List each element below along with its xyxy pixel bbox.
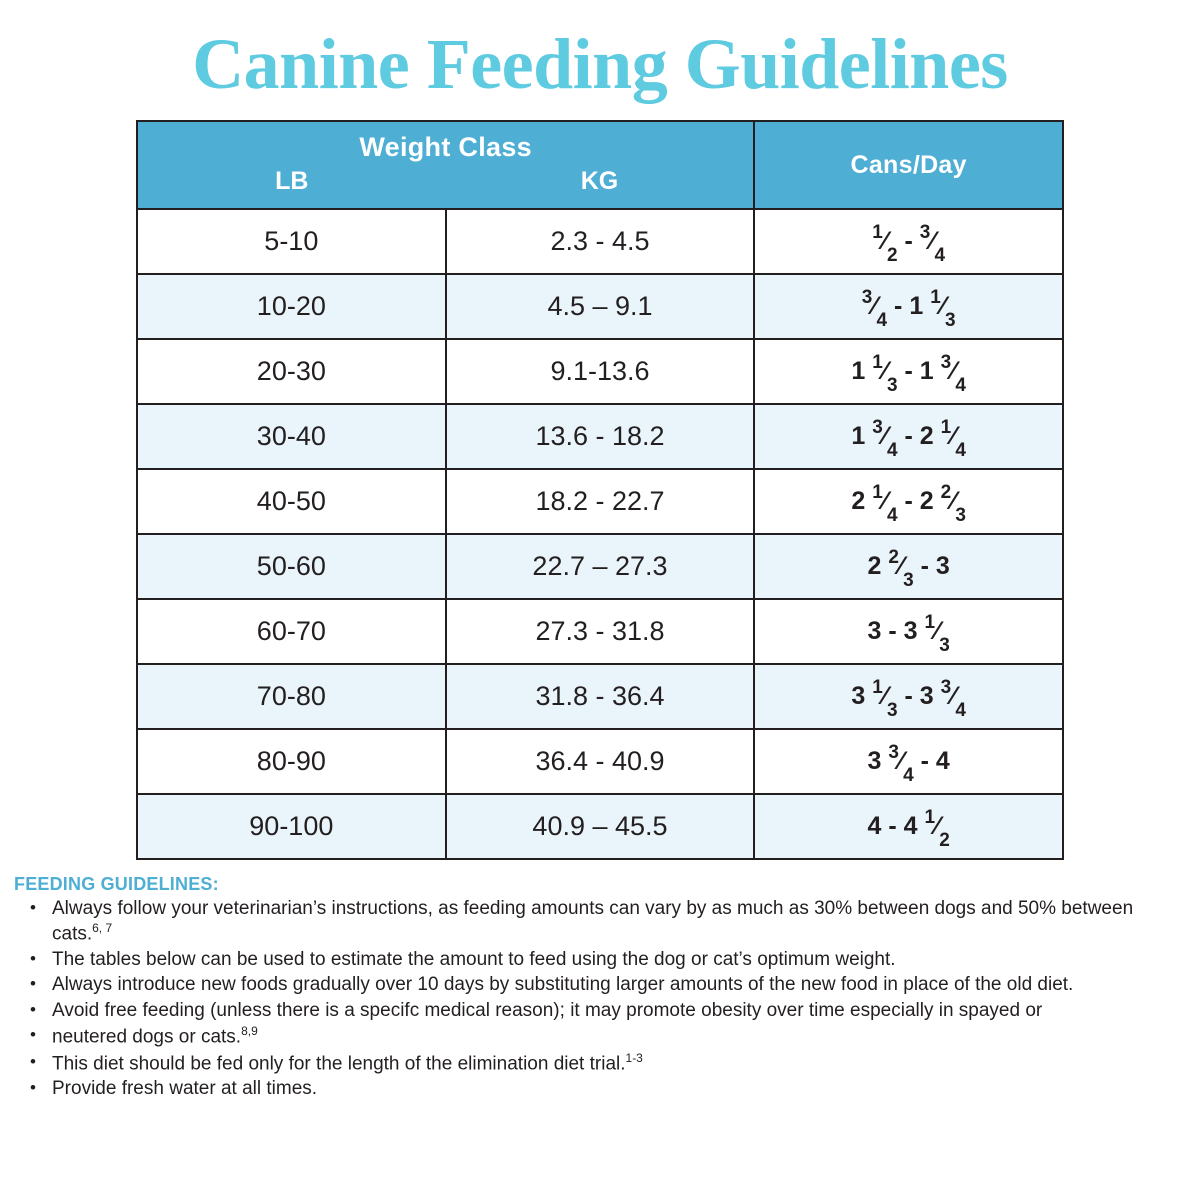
number-text: 2 [919,422,941,450]
feeding-table-container [136,120,1064,860]
note-item [14,999,1178,1023]
cell-weight-kg: 13.6 - 18.2 [446,404,755,469]
feeding-notes [0,874,1200,1101]
cell-weight-kg: 31.8 - 36.4 [446,664,755,729]
table-row [137,469,1063,534]
number-text: 1 [909,292,931,320]
cell-cans-per-day [754,209,1063,274]
fraction: $^1⁄_4$ [872,481,898,526]
table-row [137,534,1063,599]
cell-cans-per-day [754,469,1063,534]
fraction: $^1⁄_2$ [872,221,898,266]
cell-weight-lb: 10-20 [137,274,446,339]
cell-weight-kg: 2.3 - 4.5 [446,209,755,274]
fraction: $^3⁄_4$ [861,286,888,331]
fraction: $^1⁄_2$ [924,806,950,851]
cell-weight-kg: 22.7 – 27.3 [446,534,755,599]
fraction: $^3⁄_4$ [940,351,966,396]
fraction: $^3⁄_4$ [919,221,946,266]
note-text: Always introduce new foods gradually over 10 days by substituting larger amounts of the new food in place of the old diet. [52,974,1074,996]
note-reference: 8,9 [241,1023,258,1038]
cell-weight-lb: 60-70 [137,599,446,664]
cell-weight-kg: 18.2 - 22.7 [446,469,755,534]
note-item [14,897,1178,947]
cell-cans-per-day [754,404,1063,469]
cell-weight-kg: 4.5 – 9.1 [446,274,755,339]
cell-weight-kg: 27.3 - 31.8 [446,599,755,664]
note-item [14,1024,1178,1050]
cell-cans-per-day [754,339,1063,404]
number-text: 1 [851,422,873,450]
cell-cans-per-day [754,599,1063,664]
number-text: - [897,682,920,710]
fraction: $^1⁄_3$ [930,286,956,331]
number-text: 2 [919,487,941,515]
cell-weight-lb: 5-10 [137,209,446,274]
table-row [137,404,1063,469]
page-title: Canine Feeding Guidelines [192,24,1008,104]
note-item [14,948,1178,972]
feeding-table [136,120,1064,860]
cell-weight-lb: 50-60 [137,534,446,599]
kg-label: KG [580,167,619,195]
fraction: $^3⁄_4$ [888,741,914,786]
fraction: $^1⁄_4$ [940,416,966,461]
note-reference: 6, 7 [92,921,113,936]
cell-weight-lb: 20-30 [137,339,446,404]
number-text: 3 [919,682,941,710]
cell-weight-lb: 40-50 [137,469,446,534]
table-body [137,209,1063,859]
weight-class-header [137,121,754,209]
weight-class-label: Weight Class [359,132,532,162]
fraction: $^1⁄_3$ [872,676,898,721]
cell-weight-lb: 70-80 [137,664,446,729]
table-header-row [137,121,1063,209]
cell-cans-per-day [754,534,1063,599]
cell-weight-lb: 30-40 [137,404,446,469]
lb-label: LB [275,167,309,195]
cell-weight-lb: 90-100 [137,794,446,859]
note-reference: 1-3 [625,1050,643,1065]
note-text: This diet should be fed only for the length of the elimination diet trial. [52,1052,626,1074]
table-row [137,664,1063,729]
table-row [137,274,1063,339]
number-text: 2 [867,552,889,580]
number-text: 4 - 4 [867,812,925,840]
note-item [14,1077,1178,1101]
fraction: $^1⁄_3$ [924,611,950,656]
cell-weight-kg: 40.9 – 45.5 [446,794,755,859]
cell-cans-per-day [754,729,1063,794]
number-text: - [887,292,910,320]
table-head [137,121,1063,209]
notes-heading: FEEDING GUIDELINES: [14,874,219,894]
number-text: 1 [851,357,873,385]
note-item [14,1051,1178,1077]
table-row [137,599,1063,664]
cell-cans-per-day [754,274,1063,339]
note-text: neutered dogs or cats. [52,1026,242,1048]
table-row [137,339,1063,404]
notes-list [14,897,1178,1101]
note-text: Always follow your veterinarian’s instructions, as feeding amounts can vary by as much as 30% between dogs and 50% between cats. [52,898,1134,945]
number-text: 3 [851,682,873,710]
number-text: 3 [867,747,889,775]
note-text: The tables below can be used to estimate the amount to feed using the dog or cat’s optimum weight. [52,948,896,970]
number-text: - 3 [913,552,950,580]
cans-per-day-header: Cans/Day [754,121,1063,209]
number-text: - 4 [913,747,950,775]
weight-class-units [138,167,753,208]
fraction: $^2⁄_3$ [940,481,966,526]
number-text: - [897,487,920,515]
number-text: - [897,357,920,385]
cell-cans-per-day [754,664,1063,729]
table-row [137,209,1063,274]
note-item [14,973,1178,997]
table-row [137,729,1063,794]
number-text: 2 [851,487,873,515]
fraction: $^2⁄_3$ [888,546,914,591]
cell-weight-kg: 9.1-13.6 [446,339,755,404]
note-text: Provide fresh water at all times. [52,1078,318,1100]
fraction: $^3⁄_4$ [940,676,966,721]
note-text: Avoid free feeding (unless there is a specifc medical reason); it may promote obesity over time especially in spayed or [52,999,1043,1021]
cell-weight-lb: 80-90 [137,729,446,794]
number-text: - [897,227,920,255]
number-text: - [897,422,920,450]
cell-weight-kg: 36.4 - 40.9 [446,729,755,794]
fraction: $^1⁄_3$ [872,351,898,396]
number-text: 3 - 3 [867,617,925,645]
number-text: 1 [919,357,941,385]
fraction: $^3⁄_4$ [872,416,898,461]
cell-cans-per-day [754,794,1063,859]
table-row [137,794,1063,859]
